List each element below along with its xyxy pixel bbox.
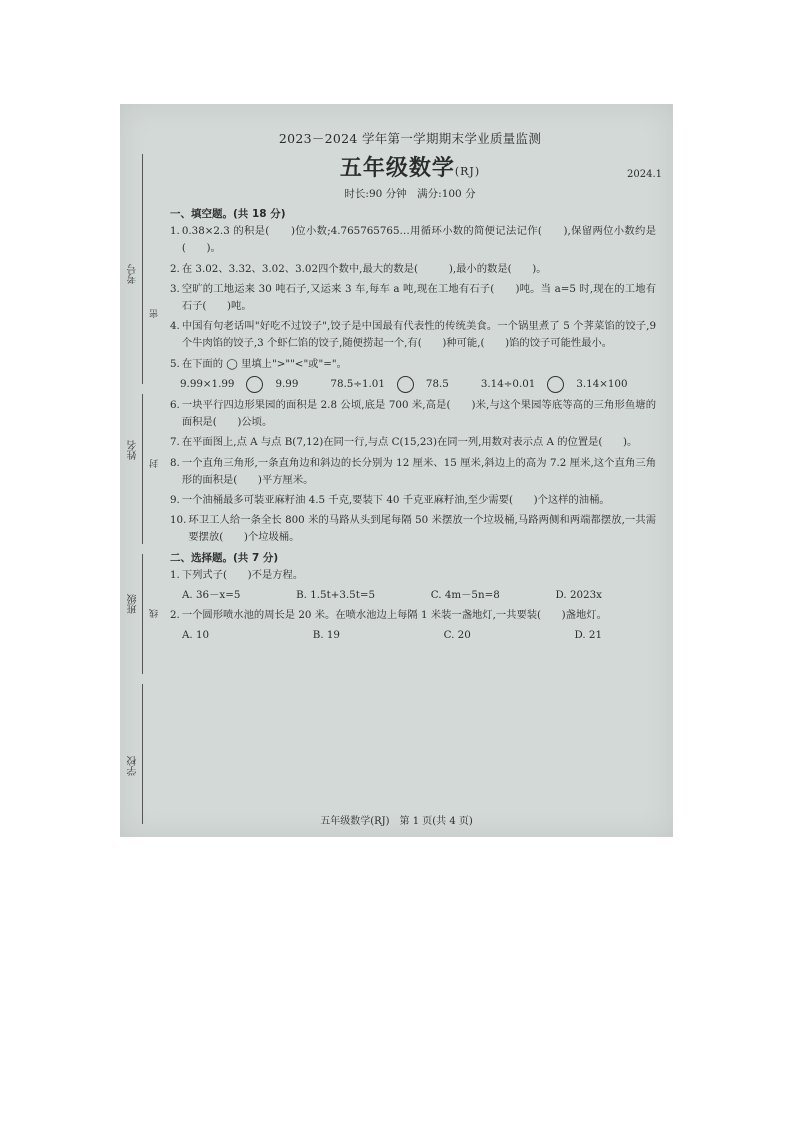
question-number: 9. — [170, 494, 180, 507]
question-4 — [170, 318, 656, 352]
choice-options — [182, 587, 602, 604]
question-9 — [170, 492, 656, 509]
question-number: 8. — [170, 456, 180, 469]
question-1 — [170, 223, 656, 257]
exam-sheet — [120, 104, 673, 837]
option-b[interactable]: B. 19 — [312, 629, 340, 642]
compare-circle-input[interactable] — [397, 376, 414, 393]
option-a[interactable]: A. 36－x=5 — [182, 589, 241, 602]
question-number: 7. — [170, 436, 180, 449]
question-text: 在平面图上,点 A 与点 B(7,12)在同一行,与点 C(15,23)在同一列,用数对表示点 A 的位置是( )。 — [181, 436, 638, 449]
exam-title-suffix: (RJ) — [454, 165, 481, 178]
question-2 — [170, 261, 656, 278]
question-text: 下列式子( )不是方程。 — [181, 568, 304, 581]
question-text: 0.38×2.3 的积是( )位小数;4.765765765…用循环小数的简便记法记作( ),保留两位小数约是( )。 — [181, 225, 656, 255]
exam-subtitle: 2023－2024 学年第一学期期末学业质量监测 — [278, 131, 542, 146]
line-mark: 线 — [150, 609, 160, 618]
question-text: 环卫工人给一条全长 800 米的马路从头到尾每隔 50 米摆放一个垃圾桶,马路两侧和两端都摆放,一共需要摆放( )个垃圾桶。 — [188, 514, 656, 544]
question-text: 在 3.02、3.32、3.02、3.02四个数中,最大的数是( ),最小的数是( )。 — [181, 262, 547, 275]
section-2-title: 二、选择题。(共 7 分) — [170, 551, 279, 564]
option-d[interactable]: D. 2023x — [555, 589, 602, 602]
choice-question-1 — [170, 567, 656, 584]
question-10 — [170, 512, 656, 546]
question-text: 中国有句老话叫"好吃不过饺子",饺子是中国最有代表性的传统美食。一个锅里煮了 5 个荠菜馅的饺子,9 个牛肉馅的饺子,3 个虾仁馅的饺子,随便捞起一个,有( )种可能,( )馅的饺子可能性最小。 — [181, 320, 656, 350]
section-1-title: 一、填空题。(共 18 分) — [170, 208, 286, 220]
exam-date: 2024.1 — [627, 169, 662, 180]
compare-row — [180, 376, 656, 393]
margin-line — [142, 154, 143, 384]
question-text: 一块平行四边形果园的面积是 2.8 公顷,底是 700 米,高是( )米,与这个果园等底等高的三角形鱼塘的面积是( )公顷。 — [181, 399, 656, 429]
margin-line — [142, 684, 143, 824]
exam-content — [170, 206, 656, 648]
exam-title — [170, 151, 650, 182]
compare-expr: 9.99×1.99 — [180, 377, 235, 390]
question-number: 2. — [170, 262, 180, 275]
exam-title-text: 五年级数学 — [339, 156, 455, 181]
option-d[interactable]: D. 21 — [574, 629, 602, 642]
exam-no-label: 考号 — [128, 264, 139, 284]
question-number: 4. — [170, 320, 180, 333]
question-number: 1. — [170, 568, 180, 581]
compare-expr: 3.14×100 — [576, 377, 628, 390]
compare-expr: 9.99 — [275, 377, 299, 390]
exam-header — [170, 129, 662, 201]
compare-expr: 78.5 — [425, 377, 449, 390]
question-number: 10. — [170, 514, 187, 527]
compare-circle-input[interactable] — [246, 376, 263, 393]
question-7 — [170, 434, 656, 451]
compare-expr: 3.14÷0.01 — [480, 377, 536, 390]
question-text: 一个油桶最多可装亚麻籽油 4.5 千克,要装下 40 千克亚麻籽油,至少需要( )个这样的油桶。 — [181, 494, 610, 507]
seal-mark-2: 封 — [150, 459, 160, 468]
choice-options — [182, 627, 602, 644]
option-c[interactable]: C. 4m－5n=8 — [430, 589, 500, 602]
margin-line — [142, 394, 143, 544]
question-text: 在下面的 ◯ 里填上">""<"或"="。 — [181, 357, 347, 370]
class-label: 班级 — [128, 594, 139, 614]
option-c[interactable]: C. 20 — [443, 629, 471, 642]
choice-question-2 — [170, 607, 656, 624]
question-number: 5. — [170, 357, 180, 370]
exam-meta: 时长:90 分钟 满分:100 分 — [344, 188, 476, 200]
question-number: 1. — [170, 225, 180, 238]
compare-expr: 78.5÷1.01 — [330, 377, 385, 390]
seal-mark: 密 — [150, 309, 160, 318]
question-6 — [170, 397, 656, 431]
option-a[interactable]: A. 10 — [182, 629, 210, 642]
question-3 — [170, 281, 656, 315]
page-footer: 五年级数学(RJ) 第 1 页(共 4 页) — [320, 816, 473, 827]
question-text: 一个圆形喷水池的周长是 20 米。在喷水池边上每隔 1 米装一盏地灯,一共要装( )盏地灯。 — [181, 609, 607, 622]
question-number: 6. — [170, 399, 180, 412]
option-b[interactable]: B. 1.5t+3.5t=5 — [296, 589, 376, 602]
question-number: 2. — [170, 609, 180, 622]
binding-margin — [120, 104, 170, 837]
question-5 — [170, 356, 656, 373]
school-label: 学校 — [128, 756, 139, 776]
question-8 — [170, 455, 656, 489]
question-text: 空旷的工地运来 30 吨石子,又运来 3 车,每车 a 吨,现在工地有石子( )吨。当 a=5 时,现在的工地有石子( )吨。 — [181, 282, 656, 313]
name-label: 姓名 — [128, 440, 139, 460]
question-text: 一个直角三角形,一条直角边和斜边的长分别为 12 厘米、15 厘米,斜边上的高为 7.2 厘米,这个直角三角形的面积是( )平方厘米。 — [181, 456, 656, 486]
compare-circle-input[interactable] — [547, 376, 564, 393]
question-number: 3. — [170, 282, 180, 295]
margin-line — [142, 554, 143, 674]
